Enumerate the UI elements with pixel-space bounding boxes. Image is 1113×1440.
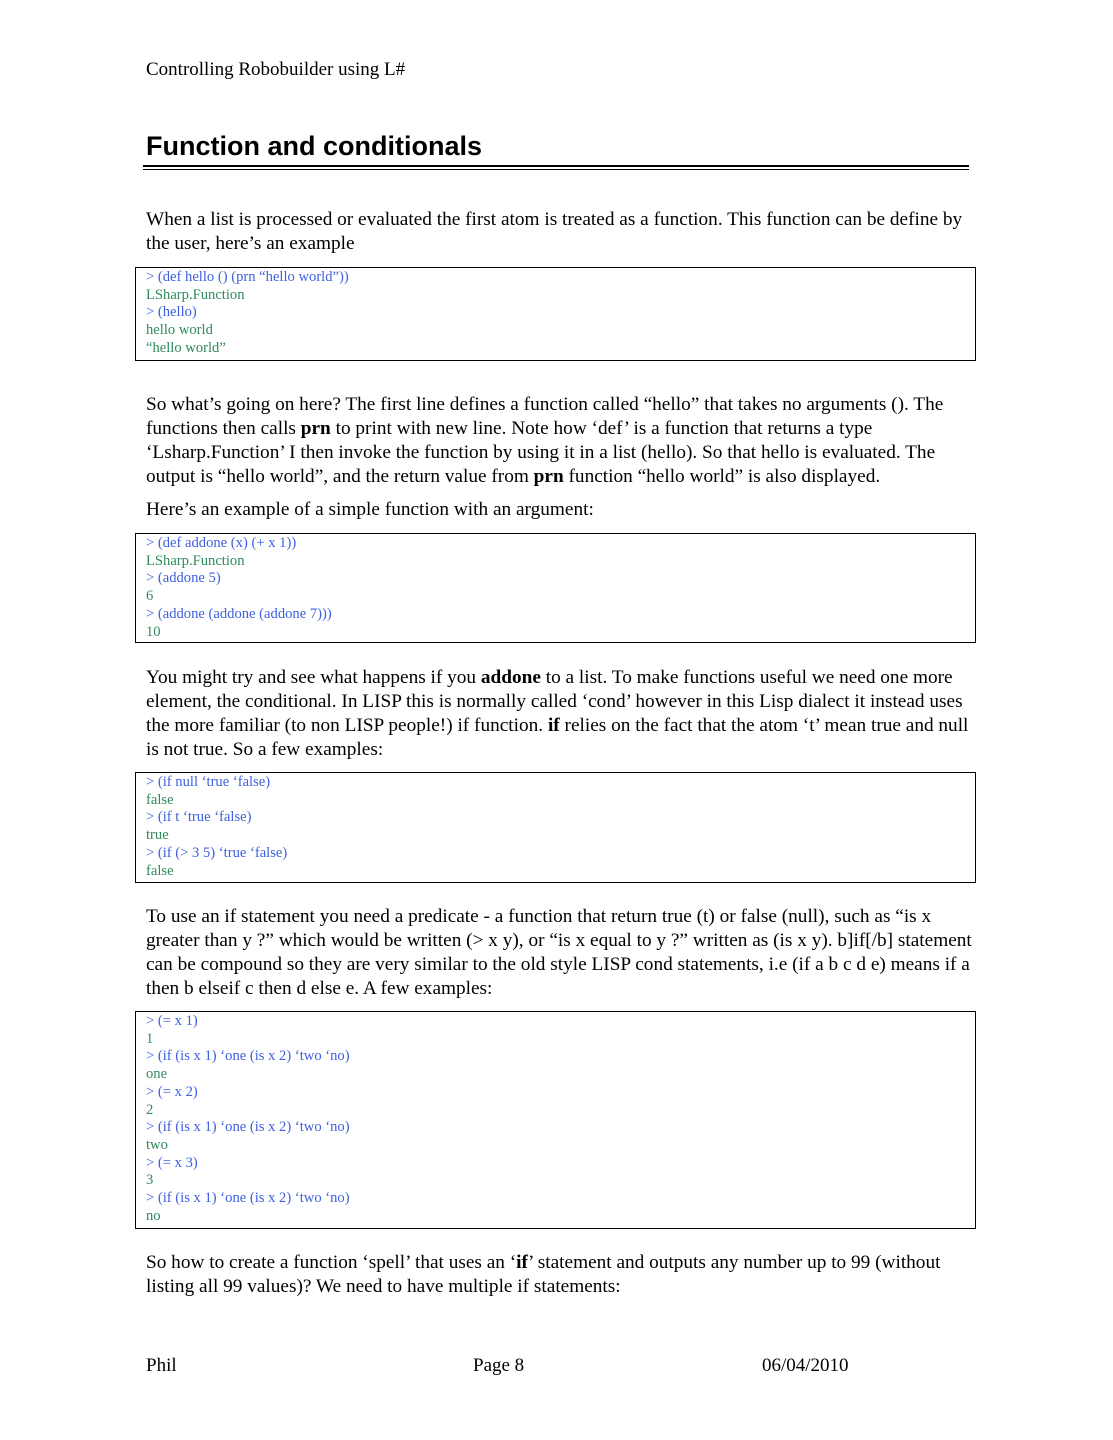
code-output-line: no bbox=[146, 1207, 161, 1224]
code-input-line: > (addone (addone (addone 7))) bbox=[146, 605, 332, 622]
code-output-line: LSharp.Function bbox=[146, 552, 245, 569]
code-input-line: > (if (is x 1) ‘one (is x 2) ‘two ‘no) bbox=[146, 1190, 350, 1207]
text-run: relies on the fact that the atom ‘t’ mean true and null is not true. So a few examples: bbox=[146, 715, 969, 760]
code-input-line: > (if (> 3 5) ‘true ‘false) bbox=[146, 844, 288, 861]
code-input-line: > (if (is x 1) ‘one (is x 2) ‘two ‘no) bbox=[146, 1119, 350, 1136]
paragraph-conditional bbox=[146, 666, 976, 762]
bold-term: if bbox=[516, 1252, 528, 1273]
paragraph-spell bbox=[146, 1251, 976, 1299]
code-input-line: > (if t ‘true ‘false) bbox=[146, 809, 252, 826]
code-output-line: 1 bbox=[146, 1030, 154, 1047]
code-output-line: true bbox=[146, 827, 169, 844]
code-output-line: LSharp.Function bbox=[146, 286, 245, 303]
code-output-line: false bbox=[146, 791, 174, 808]
text-run: So what’s going on here? The first line defines a function called “hello” that takes no arguments (). The functions then calls bbox=[146, 394, 944, 439]
code-input-line: > (def hello () (prn “hello world”)) bbox=[146, 269, 349, 285]
text-run: You might try and see what happens if you bbox=[146, 667, 481, 688]
code-output-line: false bbox=[146, 862, 174, 879]
code-output-line: 6 bbox=[146, 588, 154, 605]
code-output-line: hello world bbox=[146, 322, 213, 339]
code-output-line: 3 bbox=[146, 1172, 154, 1189]
paragraph-explanation bbox=[146, 393, 976, 489]
bold-term: addone bbox=[480, 667, 541, 688]
bold-term: if bbox=[547, 715, 560, 736]
code-input-line: > (addone 5) bbox=[146, 570, 221, 587]
text-run: So how to create a function ‘spell’ that uses an ‘ bbox=[146, 1252, 517, 1273]
paragraph-predicate: To use an if statement you need a predicate - a function that return true (t) or false (null), such as “is x greater than y ?” which would be written (> x y), or “is x equal to y ?” written as (is x y). b]if[/b] statement can be compound so they are very similar to the old style LISP cond statements, i.e (if a b c d e) means if a then b elseif c then d else e. A few examples: bbox=[146, 906, 972, 999]
code-block-if bbox=[135, 772, 976, 883]
code-output-line: one bbox=[146, 1066, 168, 1083]
code-block-compound-if bbox=[135, 1011, 976, 1229]
text-run: to a list. To make functions useful we need one more element, the conditional. In LISP this is normally called ‘cond’ however in this Lisp dialect it instead uses the more familiar (to non LISP people!) if function. bbox=[146, 667, 963, 736]
paragraph-intro: When a list is processed or evaluated the first atom is treated as a function. This function can be define by the user, here’s an example bbox=[146, 209, 963, 254]
code-input-line: > (if (is x 1) ‘one (is x 2) ‘two ‘no) bbox=[146, 1048, 350, 1065]
code-output-line: two bbox=[146, 1136, 168, 1153]
code-input-line: > (hello) bbox=[146, 304, 197, 321]
text-run: ’ statement and outputs any number up to 99 (without listing all 99 values)? We need to have multiple if statements: bbox=[146, 1252, 941, 1297]
heading-double-rule bbox=[143, 165, 969, 170]
code-input-line: > (if null ‘true ‘false) bbox=[146, 774, 271, 790]
paragraph-argument-intro: Here’s an example of a simple function with an argument: bbox=[146, 499, 594, 520]
text-run: function “hello world” is also displayed. bbox=[563, 466, 881, 487]
code-output-line: 10 bbox=[146, 623, 161, 640]
code-output-line: 2 bbox=[146, 1101, 154, 1118]
footer-author: Phil bbox=[146, 1355, 177, 1376]
code-block-hello bbox=[135, 267, 976, 361]
code-output-line: “hello world” bbox=[146, 339, 226, 356]
running-header: Controlling Robobuilder using L# bbox=[146, 59, 406, 80]
section-heading: Function and conditionals bbox=[146, 131, 482, 161]
footer-date: 06/04/2010 bbox=[762, 1355, 849, 1376]
bold-term: prn bbox=[533, 466, 564, 487]
code-input-line: > (def addone (x) (+ x 1)) bbox=[146, 535, 297, 551]
footer-page-number: Page 8 bbox=[473, 1355, 525, 1376]
text-run: to print with new line. Note how ‘def’ is a function that returns a type ‘Lsharp.Function’ I then invoke the function by using it in a list (hello). So that hello is evaluated. The output is “hello world”, and the return value from bbox=[146, 418, 936, 487]
bold-term: prn bbox=[300, 418, 331, 439]
code-block-addone bbox=[135, 533, 976, 643]
code-input-line: > (= x 1) bbox=[146, 1013, 198, 1029]
code-input-line: > (= x 2) bbox=[146, 1083, 198, 1100]
code-input-line: > (= x 3) bbox=[146, 1154, 198, 1171]
